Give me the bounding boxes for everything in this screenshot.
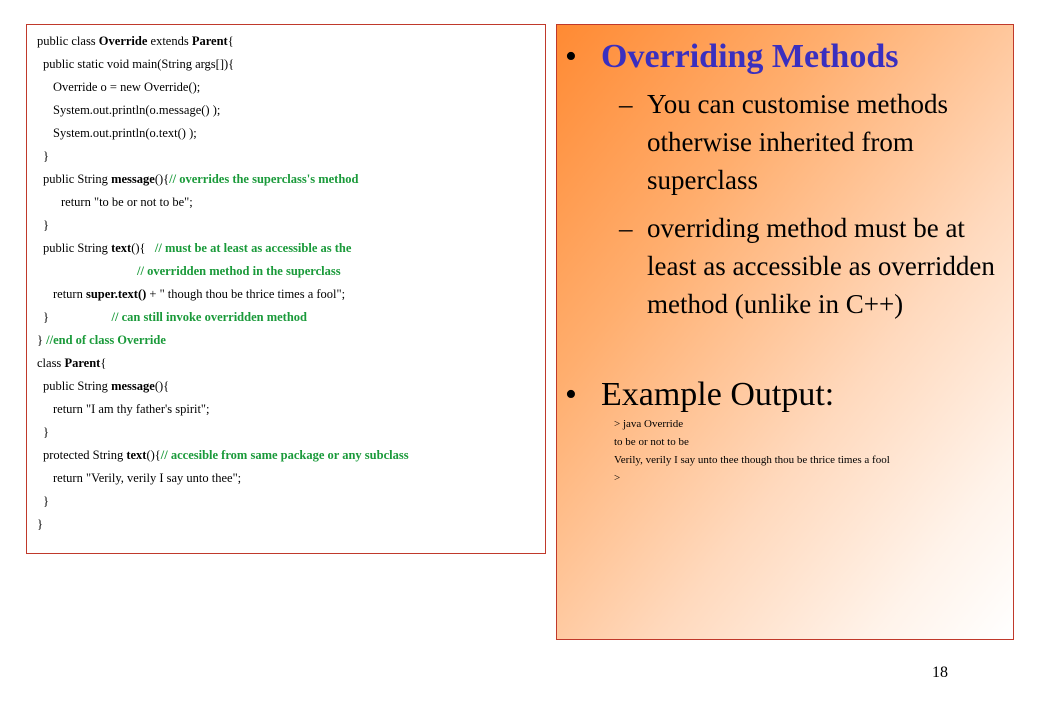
bullet-marker: • [565, 376, 577, 413]
code-text: } [43, 218, 49, 232]
code-identifier: message [111, 379, 155, 393]
code-line [53, 284, 345, 304]
code-line [37, 353, 106, 373]
code-identifier: text [111, 241, 132, 255]
code-line [43, 445, 409, 465]
code-line [61, 192, 193, 212]
code-line [43, 169, 358, 189]
code-text: System.out.println(o.text() ); [53, 126, 197, 140]
code-text: protected String [43, 448, 127, 462]
code-text: return "I am thy father's spirit"; [53, 402, 210, 416]
code-line [37, 330, 166, 350]
code-text: public class [37, 34, 99, 48]
code-identifier: message [111, 172, 155, 186]
code-line [37, 31, 234, 51]
sub-bullet-dash: – [619, 213, 633, 243]
code-text: extends [147, 34, 192, 48]
code-comment: // can still invoke overridden method [111, 310, 307, 324]
page-number: 18 [932, 664, 948, 681]
code-line [53, 468, 241, 488]
code-text: } [43, 425, 49, 439]
sub-bullet-dash: – [619, 89, 633, 119]
code-line [43, 215, 49, 235]
code-text: } [43, 149, 49, 163]
code-text: class [37, 356, 65, 370]
code-text: { [227, 34, 234, 48]
code-text: } [43, 310, 112, 324]
code-text: System.out.println(o.message() ); [53, 103, 221, 117]
code-identifier: super.text() [85, 287, 147, 301]
code-line [43, 376, 169, 396]
code-text: { [100, 356, 107, 370]
code-line [53, 123, 197, 143]
code-text: return [53, 287, 86, 301]
code-text: Override o = new Override(); [53, 80, 201, 94]
code-identifier: Parent [64, 356, 101, 370]
code-line [43, 307, 307, 327]
code-text: (){ [146, 448, 161, 462]
code-line [43, 146, 49, 166]
code-text: (){ [154, 379, 170, 393]
output-line: to be or not to be [614, 436, 689, 448]
code-comment: //end of class Override [46, 333, 166, 347]
code-text: return "Verily, verily I say unto thee"; [53, 471, 242, 485]
slide-content-panel [556, 24, 1014, 640]
output-line: Verily, verily I say unto thee though thou be thrice times a fool [614, 454, 890, 466]
code-comment: // must be at least as accessible as the [154, 241, 352, 255]
code-listing-panel [26, 24, 546, 554]
code-text: } [37, 517, 43, 531]
code-line [43, 238, 351, 258]
code-text: } [37, 333, 47, 347]
heading-overriding-methods: Overriding Methods [601, 38, 899, 75]
code-comment: // overrides the superclass's method [169, 172, 359, 186]
heading-example-output: Example Output: [601, 376, 835, 413]
code-text: public static void main(String args[]){ [43, 57, 235, 71]
code-comment: // overridden method in the superclass [137, 264, 341, 278]
code-line [53, 100, 220, 120]
output-line: > [614, 472, 621, 484]
code-line [53, 399, 210, 419]
code-text: return "to be or not to be"; [61, 195, 193, 209]
code-line [43, 54, 234, 74]
code-text: public String [43, 241, 112, 255]
code-line [43, 491, 49, 511]
code-line [37, 514, 43, 534]
code-identifier: text [126, 448, 147, 462]
code-text: (){ [154, 172, 170, 186]
code-comment: // accesible from same package or any subclass [160, 448, 409, 462]
output-line: > java Override [614, 418, 684, 430]
code-line [137, 261, 341, 281]
code-text: } [43, 494, 49, 508]
code-text: (){ [131, 241, 155, 255]
code-text: public String [43, 172, 112, 186]
code-text: public String [43, 379, 112, 393]
code-identifier: Parent [191, 34, 228, 48]
sub-bullet-accessible: overriding method must be at least as accessible as overridden method (unlike in C++) [647, 213, 995, 319]
sub-bullet-customise: You can customise methods otherwise inherited from superclass [647, 89, 948, 195]
code-identifier: Override [98, 34, 148, 48]
bullet-marker: • [565, 38, 577, 75]
code-text: + " though thou be thrice times a fool"; [146, 287, 346, 301]
code-line [43, 422, 49, 442]
code-line [53, 77, 200, 97]
